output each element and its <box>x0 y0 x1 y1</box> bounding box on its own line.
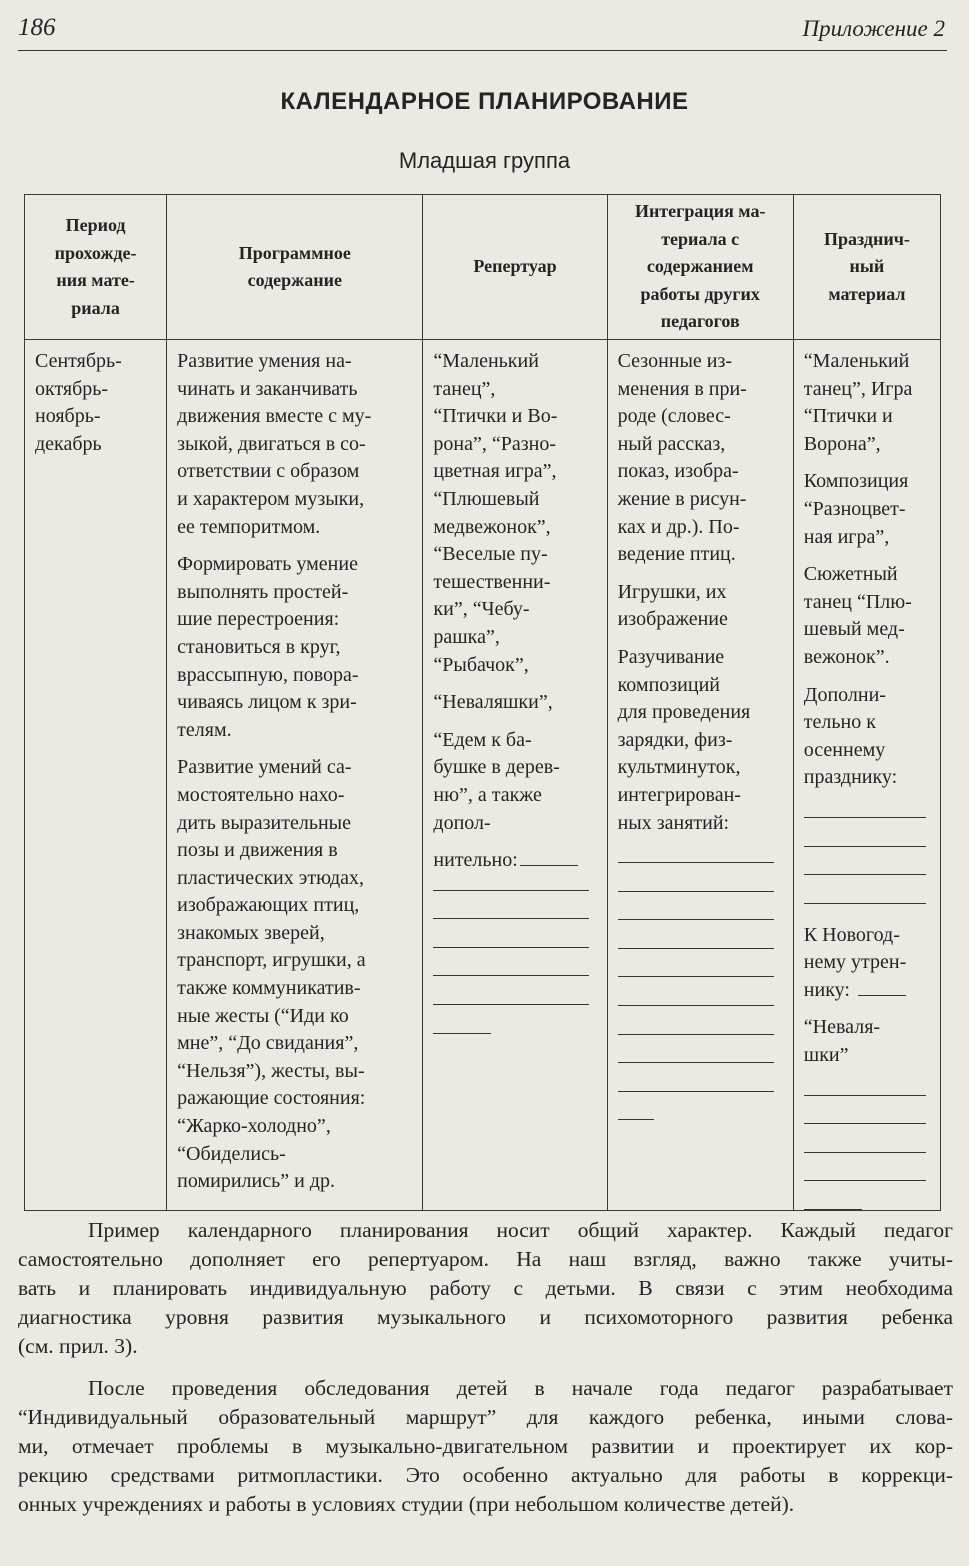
cell-line: “Маленький <box>433 350 539 372</box>
cell-line: “Неваля- <box>803 1016 881 1039</box>
table-header-row <box>25 195 941 340</box>
fill-blank <box>618 961 774 977</box>
cell-line: ражающие состояния: <box>177 1087 366 1110</box>
cell-line: Разучивание <box>617 645 725 668</box>
cell-line: ная игра”, <box>803 525 890 548</box>
fill-blank <box>804 1137 926 1153</box>
cell-line: выполнять простей- <box>177 580 349 603</box>
cell-line: рона”, “Разно- <box>433 432 557 455</box>
cell-line: “Веселые пу- <box>433 543 548 566</box>
cell-line: осеннему <box>803 738 886 761</box>
cell-line: “Разноцвет- <box>803 497 906 520</box>
cell-line: пластических этюдах, <box>177 866 365 889</box>
period-cell <box>25 340 167 1211</box>
fill-blank <box>858 994 906 996</box>
cell-line: “Едем к ба- <box>433 728 532 751</box>
cell-line: медвежонок”, <box>433 515 551 538</box>
cell-line: цветная игра”, <box>433 460 557 483</box>
cell-line: вежонок”. <box>803 645 890 668</box>
cell-paragraph <box>177 348 414 541</box>
cell-line: Игрушки, их <box>617 580 727 603</box>
header-period <box>25 195 167 340</box>
fill-blank <box>618 1019 774 1035</box>
repertoire-fill-line <box>433 847 598 875</box>
header-line: содержанием <box>646 256 754 277</box>
header-line: Программное <box>238 242 351 263</box>
page-title: КАЛЕНДАРНОЕ ПЛАНИРОВАНИЕ <box>280 88 689 115</box>
fill-blank <box>804 802 926 818</box>
header-integration <box>607 195 793 340</box>
body-line: “Индивидуальный образовательный маршрут” для каждого ребенка, иными слова- <box>18 1405 953 1429</box>
cell-line: чиваясь лицом к зри- <box>177 691 357 714</box>
cell-line: ки”, “Чебу- <box>433 598 530 621</box>
cell-paragraph <box>804 922 932 977</box>
cell-paragraph <box>433 689 598 717</box>
cell-line: рашка”, <box>433 625 500 648</box>
body-line: самостоятельно дополняет его репертуаром. На наш взгляд, важно также учиты- <box>18 1247 953 1271</box>
header-line: Репертуар <box>473 256 557 277</box>
holiday-2-last: нику: <box>803 978 850 1001</box>
body-line: (см. прил. 3). <box>18 1334 138 1358</box>
body-line: После проведения обследования детей в начале года педагог разрабатывает <box>88 1376 953 1400</box>
cell-paragraph <box>177 551 414 744</box>
cell-line: ках и др.). По- <box>617 515 740 538</box>
header-program <box>167 195 423 340</box>
fill-blank <box>618 1104 654 1120</box>
cell-line: ных занятий: <box>617 811 730 834</box>
cell-line: “Обиделись- <box>177 1142 286 1165</box>
cell-line: врассыпную, повора- <box>177 663 359 686</box>
cell-line: и характером музыки, <box>177 487 365 510</box>
header-line: Интеграция ма- <box>634 201 766 222</box>
fill-blank <box>433 875 589 891</box>
fill-blank <box>520 864 578 866</box>
cell-line: менения в при- <box>617 377 747 400</box>
cell-line: танец”, Игра <box>803 377 913 400</box>
repertoire-cell <box>423 340 607 1211</box>
cell-line: роде (словес- <box>617 405 731 428</box>
fill-blank <box>804 888 926 904</box>
fill-blank <box>804 1194 862 1210</box>
cell-line: шки” <box>803 1044 849 1067</box>
cell-line: ведение птиц. <box>617 543 736 566</box>
cell-line: становиться в круг, <box>177 635 341 658</box>
cell-paragraph <box>618 579 785 634</box>
cell-line: допол- <box>433 811 491 834</box>
cell-line: зыкой, двигаться в со- <box>177 432 366 455</box>
header-line: риала <box>71 297 120 318</box>
fill-blank <box>433 903 589 919</box>
integration-paragraphs <box>618 348 785 837</box>
cell-line: празднику: <box>803 766 898 789</box>
cell-paragraph <box>433 348 598 679</box>
cell-paragraph <box>618 644 785 837</box>
fill-blank <box>804 859 926 875</box>
fill-blank <box>804 1108 926 1124</box>
fill-blank <box>618 904 774 920</box>
cell-line: “Нельзя”), жесты, вы- <box>177 1059 365 1082</box>
cell-line: Композиция <box>803 470 909 493</box>
cell-line: Дополни- <box>803 683 886 706</box>
header-line: работы других <box>640 283 760 304</box>
cell-line: “Птички и Во- <box>433 405 558 428</box>
cell-line: мостоятельно нахо- <box>177 783 345 806</box>
cell-line: “Жарко-холодно”, <box>177 1115 331 1138</box>
cell-line: чинать и заканчивать <box>177 377 358 400</box>
header-line: ный <box>849 256 885 277</box>
cell-paragraph <box>618 348 785 569</box>
cell-line: телям. <box>177 718 232 741</box>
cell-line: движения вместе с му- <box>177 405 372 428</box>
header-rule <box>18 50 947 51</box>
fill-blank <box>618 1047 774 1063</box>
cell-line: Сюжетный <box>803 563 898 586</box>
repertoire-paragraphs <box>433 348 598 837</box>
holiday-paragraphs-1 <box>804 348 932 792</box>
cell-line: изображающих птиц, <box>177 894 360 917</box>
cell-line: тешественни- <box>433 570 551 593</box>
fill-blank <box>618 1076 774 1092</box>
header-line: ния мате- <box>56 270 135 290</box>
body-line: Пример календарного планирования носит общий характер. Каждый педагог <box>88 1218 953 1242</box>
cell-line: шие перестроения: <box>177 608 340 631</box>
cell-paragraph <box>804 468 932 551</box>
cell-line: интегрирован- <box>617 783 741 806</box>
fill-blank <box>433 932 589 948</box>
cell-line: нему утрен- <box>803 951 907 974</box>
cell-line: бушке в дерев- <box>433 756 560 779</box>
cell-line: мне”, “До свидания”, <box>177 1032 359 1055</box>
page-subtitle: Младшая группа <box>398 148 571 173</box>
repertoire-last: нительно: <box>433 849 518 872</box>
cell-line: знакомых зверей, <box>177 921 325 944</box>
cell-line: Развитие умений са- <box>177 756 352 779</box>
fill-blank <box>433 960 589 976</box>
cell-line: К Новогод- <box>803 923 900 946</box>
header-line: содержание <box>247 270 342 290</box>
cell-line: “Маленький <box>803 350 910 372</box>
cell-line: зарядки, физ- <box>617 728 733 751</box>
body-line: рекцию средствами ритмопластики. Это особенно актуально для работы в коррекци- <box>18 1463 953 1487</box>
cell-line: шевый мед- <box>803 618 905 641</box>
header-line: педагогов <box>660 311 740 332</box>
header-holiday <box>793 195 940 340</box>
fill-blank <box>618 876 774 892</box>
cell-paragraph <box>804 561 932 671</box>
body-line: онных учреждениях и работы в условиях студии (при небольшом количестве детей). <box>18 1492 795 1516</box>
cell-line: также коммуникатив- <box>177 977 361 1000</box>
cell-line: для проведения <box>617 701 751 724</box>
header-line: териала с <box>661 228 740 249</box>
cell-line: помирились” и др. <box>177 1170 335 1193</box>
cell-line: “Плюшевый <box>433 487 540 510</box>
cell-paragraph <box>177 754 414 1196</box>
fill-blank <box>433 1018 491 1034</box>
header-line: материал <box>828 283 906 304</box>
cell-line: “Птички и <box>803 405 893 428</box>
header-line: Период <box>65 215 126 235</box>
body-paragraph-2 <box>18 1374 953 1519</box>
fill-blank <box>618 990 774 1006</box>
fill-blank <box>618 847 774 863</box>
cell-line: Формировать умение <box>177 553 358 576</box>
cell-line: изображение <box>617 608 728 631</box>
cell-line: позы и движения в <box>177 839 338 862</box>
header-repertoire <box>423 195 607 340</box>
header-line: прохожде- <box>54 242 137 263</box>
fill-blank <box>804 831 926 847</box>
cell-line: транспорт, игрушки, а <box>177 949 366 972</box>
body-line: диагностика уровня развития музыкального и психомоторного развития ребенка <box>18 1305 953 1329</box>
cell-line: “Рыбачок”, <box>433 653 529 676</box>
table-row <box>25 340 941 1211</box>
period-lines <box>35 348 158 458</box>
cell-paragraph <box>804 348 932 458</box>
cell-line: октябрь- <box>35 377 109 400</box>
body-line: ми, отмечает проблемы в музыкально-двигательном развитии и проектирует их кор- <box>18 1434 953 1458</box>
cell-line: ню”, а также <box>433 783 542 806</box>
cell-line: дить выразительные <box>177 811 351 834</box>
program-paragraphs <box>177 348 414 1196</box>
running-head: Приложение 2 <box>802 16 945 41</box>
cell-line: Сентябрь- <box>35 350 122 372</box>
page-number: 186 <box>18 14 56 41</box>
cell-paragraph <box>804 1014 932 1069</box>
cell-line: декабрь <box>35 432 102 455</box>
fill-blank <box>804 1165 926 1181</box>
program-cell <box>167 340 423 1211</box>
integration-cell <box>607 340 793 1211</box>
body-paragraph-1 <box>18 1216 953 1361</box>
fill-blank <box>618 933 774 949</box>
planning-table <box>24 194 941 1211</box>
cell-line: “Неваляшки”, <box>433 691 553 714</box>
cell-line: танец”, <box>433 377 496 400</box>
cell-line: ее темпоритмом. <box>177 515 321 538</box>
cell-line: танец “Плю- <box>803 590 912 613</box>
body-line: вать и планировать индивидуальную работу с детьми. В связи с этим необходима <box>18 1276 953 1300</box>
cell-line: ные жесты (“Иди ко <box>177 1004 349 1027</box>
cell-line: ный рассказ, <box>617 432 726 455</box>
cell-line: Сезонные из- <box>617 350 733 372</box>
cell-line: показ, изобра- <box>617 460 739 483</box>
header-line: Празднич- <box>823 228 910 249</box>
holiday-paragraphs-3 <box>804 1014 932 1069</box>
holiday-fill-line <box>804 977 932 1005</box>
fill-blank <box>804 1080 926 1096</box>
cell-line: жение в рисун- <box>617 487 747 510</box>
cell-line: Ворона”, <box>803 432 881 455</box>
holiday-cell <box>793 340 940 1211</box>
holiday-paragraphs-2 <box>804 922 932 977</box>
cell-line: композиций <box>617 673 720 696</box>
cell-paragraph <box>804 682 932 792</box>
cell-line: тельно к <box>803 711 876 734</box>
cell-line: ответствии с образом <box>177 460 360 483</box>
cell-line: ноябрь- <box>35 405 101 428</box>
fill-blank <box>433 989 589 1005</box>
cell-line: Развитие умения на- <box>177 350 352 372</box>
cell-line: культминуток, <box>617 756 741 779</box>
cell-paragraph <box>433 727 598 837</box>
